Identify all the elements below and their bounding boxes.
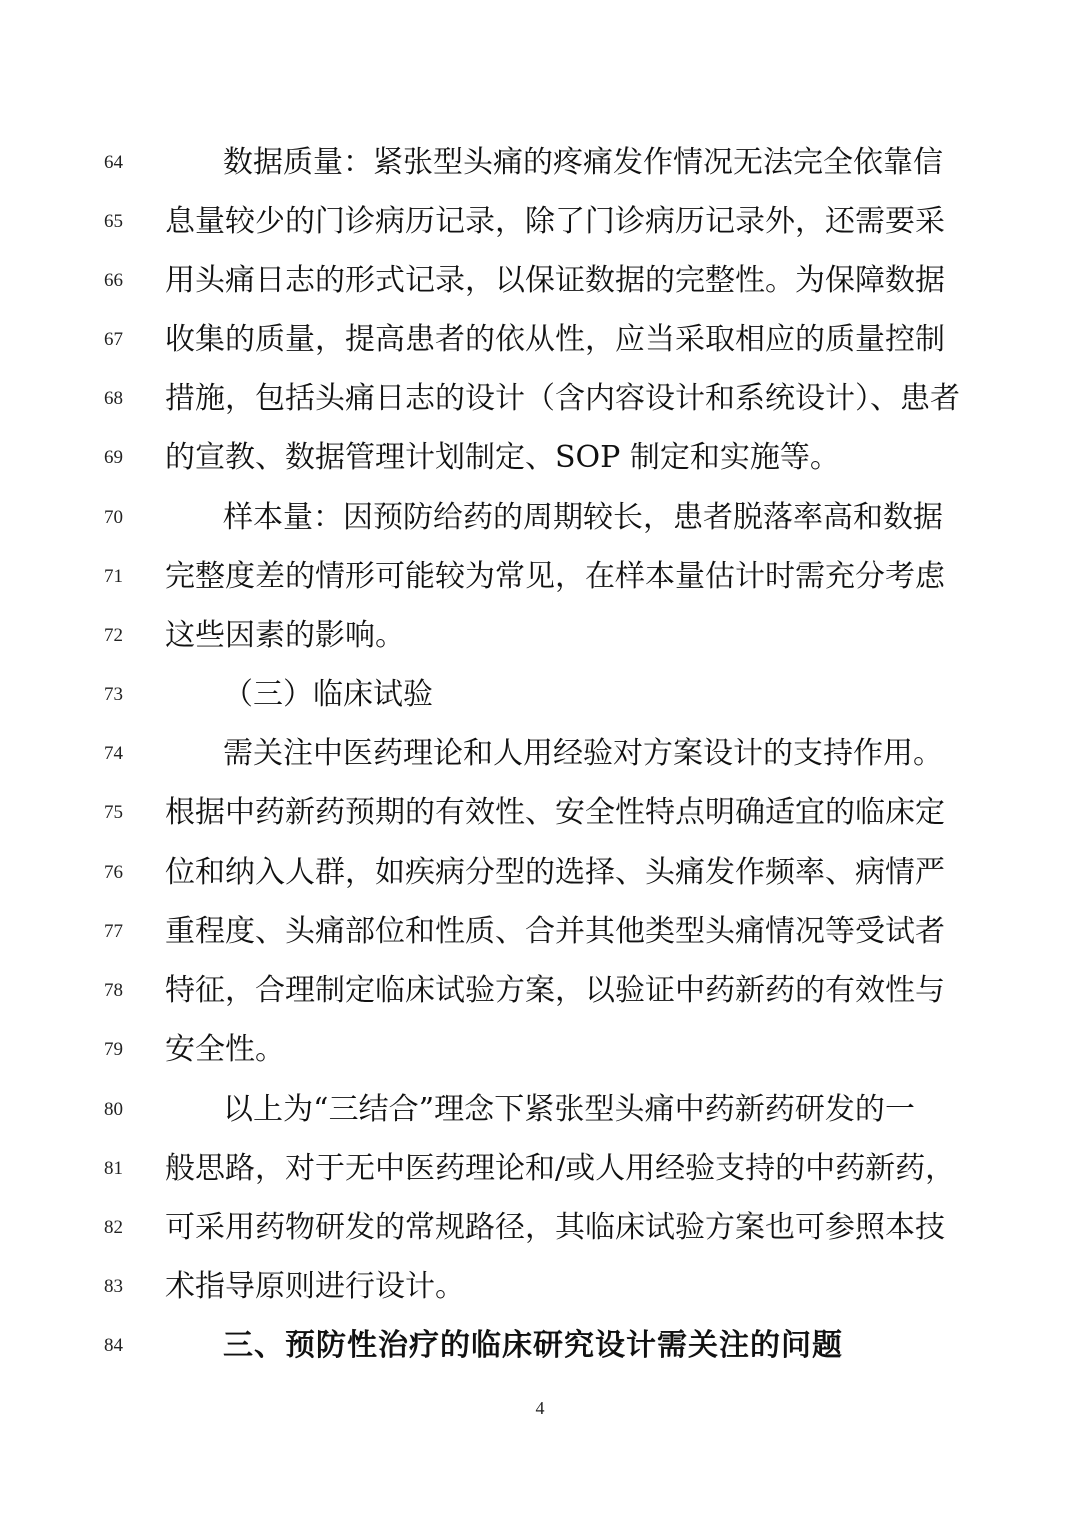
text-line xyxy=(0,1257,1080,1317)
section-heading: 三、预防性治疗的临床研究设计需关注的问题 xyxy=(223,1328,843,1363)
line-number: 82 xyxy=(104,1217,123,1238)
paragraph-text: 这些因素的影响。 xyxy=(165,618,405,653)
line-number: 84 xyxy=(104,1335,123,1356)
text-line xyxy=(0,369,1080,429)
paragraph-text: 的宣教、数据管理计划制定、SOP 制定和实施等。 xyxy=(165,440,840,475)
text-line xyxy=(0,1198,1080,1258)
text-line xyxy=(0,1020,1080,1080)
paragraph-text: 以上为“三结合”理念下紧张型头痛中药新药研发的一 xyxy=(223,1092,915,1127)
line-number: 83 xyxy=(104,1276,123,1297)
line-number: 73 xyxy=(104,684,123,705)
line-number: 79 xyxy=(104,1039,123,1060)
text-line xyxy=(0,843,1080,903)
line-number: 81 xyxy=(104,1158,123,1179)
paragraph-text: 用头痛日志的形式记录，以保证数据的完整性。为保障数据 xyxy=(165,263,945,298)
page-number: 4 xyxy=(535,1398,545,1418)
text-line xyxy=(0,665,1080,725)
paragraph-text: 样本量：因预防给药的周期较长，患者脱落率高和数据 xyxy=(223,500,943,535)
paragraph-text: 数据质量：紧张型头痛的疼痛发作情况无法完全依靠信 xyxy=(223,145,943,180)
text-line xyxy=(0,1316,1080,1376)
text-line xyxy=(0,902,1080,962)
paragraph-text: 需关注中医药理论和人用经验对方案设计的支持作用。 xyxy=(223,736,943,771)
line-number: 65 xyxy=(104,211,123,232)
text-line xyxy=(0,547,1080,607)
paragraph-text: 位和纳入人群，如疾病分型的选择、头痛发作频率、病情严 xyxy=(165,855,945,890)
text-line xyxy=(0,488,1080,548)
text-line xyxy=(0,251,1080,311)
text-line xyxy=(0,428,1080,488)
line-number: 77 xyxy=(104,921,123,942)
text-line xyxy=(0,606,1080,666)
line-number: 71 xyxy=(104,566,123,587)
line-number: 70 xyxy=(104,507,123,528)
text-line xyxy=(0,1080,1080,1140)
line-number: 75 xyxy=(104,802,123,823)
paragraph-text: 根据中药新药预期的有效性、安全性特点明确适宜的临床定 xyxy=(165,795,945,830)
line-number: 66 xyxy=(104,270,123,291)
line-number: 74 xyxy=(104,743,123,764)
paragraph-text: 般思路，对于无中医药理论和/或人用经验支持的中药新药， xyxy=(165,1151,956,1186)
text-line xyxy=(0,961,1080,1021)
paragraph-text: 特征，合理制定临床试验方案，以验证中药新药的有效性与 xyxy=(165,973,945,1008)
paragraph-text: 完整度差的情形可能较为常见，在样本量估计时需充分考虑 xyxy=(165,559,945,594)
text-line xyxy=(0,783,1080,843)
text-line xyxy=(0,724,1080,784)
paragraph-text: 措施，包括头痛日志的设计（含内容设计和系统设计）、患者 xyxy=(165,381,960,416)
line-number: 76 xyxy=(104,862,123,883)
text-line xyxy=(0,310,1080,370)
line-number: 69 xyxy=(104,447,123,468)
paragraph-text: 息量较少的门诊病历记录，除了门诊病历记录外，还需要采 xyxy=(165,204,945,239)
line-number: 72 xyxy=(104,625,123,646)
section-subheading: （三）临床试验 xyxy=(223,677,433,712)
paragraph-text: 术指导原则进行设计。 xyxy=(165,1269,465,1304)
line-number: 68 xyxy=(104,388,123,409)
paragraph-text: 重程度、头痛部位和性质、合并其他类型头痛情况等受试者 xyxy=(165,914,945,949)
text-line xyxy=(0,1139,1080,1199)
line-number: 67 xyxy=(104,329,123,350)
paragraph-text: 安全性。 xyxy=(165,1032,285,1067)
line-number: 64 xyxy=(104,152,123,173)
text-line xyxy=(0,192,1080,252)
line-number: 80 xyxy=(104,1099,123,1120)
paragraph-text: 可采用药物研发的常规路径，其临床试验方案也可参照本技 xyxy=(165,1210,945,1245)
paragraph-text: 收集的质量，提高患者的依从性，应当采取相应的质量控制 xyxy=(165,322,945,357)
line-number: 78 xyxy=(104,980,123,1001)
text-line xyxy=(0,133,1080,193)
